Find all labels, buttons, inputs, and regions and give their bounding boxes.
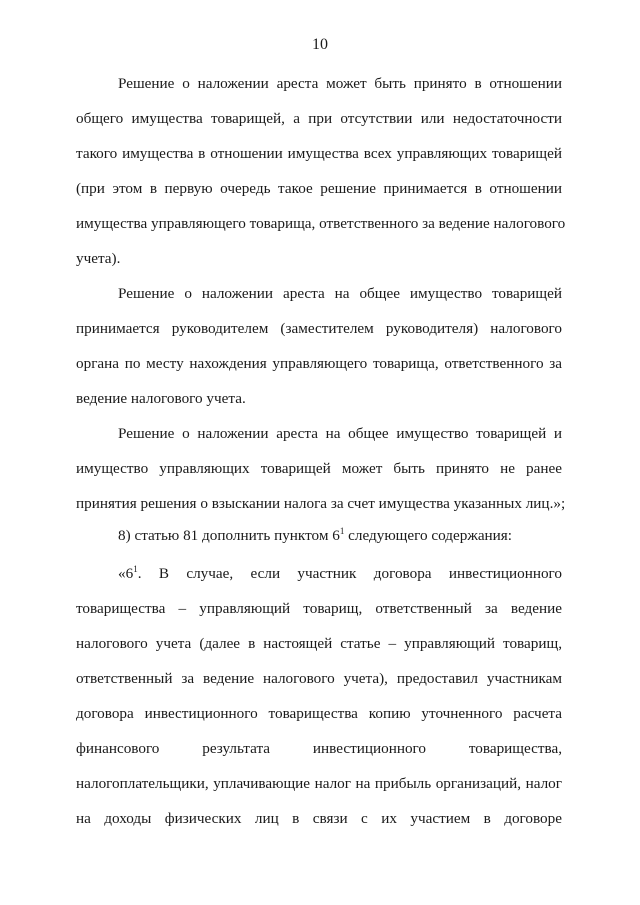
text-line: Решение о наложении ареста может быть принято в отношении bbox=[118, 75, 562, 92]
text-segment: «6 bbox=[118, 565, 134, 582]
text-line: Решение о наложении ареста на общее имущество товарищей и bbox=[118, 425, 562, 442]
text-line: финансового результата инвестиционного товарищества, bbox=[76, 740, 562, 757]
text-line: договора инвестиционного товарищества копию уточненного расчета bbox=[76, 705, 562, 722]
text-line: органа по месту нахождения управляющего товарища, ответственного за bbox=[76, 355, 562, 372]
text-line: имущества управляющего товарища, ответственного за ведение налогового bbox=[76, 215, 566, 232]
text-line: ответственный за ведение налогового учета), предоставил участникам bbox=[76, 670, 562, 687]
text-line: такого имущества в отношении имущества всех управляющих товарищей bbox=[76, 145, 562, 162]
text-segment: 8) статью 81 дополнить пунктом 6 bbox=[118, 527, 340, 544]
text-line: принимается руководителем (заместителем руководителя) налогового bbox=[76, 320, 562, 337]
text-line: общего имущества товарищей, а при отсутствии или недостаточности bbox=[76, 110, 562, 127]
text-line: на доходы физических лиц в связи с их участием в договоре bbox=[76, 810, 562, 827]
text-line: ведение налогового учета. bbox=[76, 390, 246, 407]
text-line bbox=[118, 564, 562, 584]
superscript: 1 bbox=[133, 564, 138, 574]
text-line: (при этом в первую очередь такое решение принимается в отношении bbox=[76, 180, 562, 197]
text-segment: . В случае, если участник договора инвестиционного bbox=[137, 565, 562, 582]
text-line: налогоплательщики, уплачивающие налог на прибыль организаций, налог bbox=[76, 775, 562, 792]
page-number: 10 bbox=[312, 36, 328, 53]
text-line: налогового учета (далее в настоящей статье – управляющий товарищ, bbox=[76, 635, 562, 652]
text-line: принятия решения о взыскании налога за счет имущества указанных лиц.»; bbox=[76, 495, 566, 512]
text-segment: следующего содержания: bbox=[344, 527, 513, 544]
text-line bbox=[118, 526, 562, 546]
text-line: учета). bbox=[76, 250, 121, 267]
text-line: товарищества – управляющий товарищ, ответственный за ведение bbox=[76, 600, 562, 617]
text-line: имущество управляющих товарищей может быть принято не ранее bbox=[76, 460, 562, 477]
superscript: 1 bbox=[339, 526, 345, 536]
text-line: Решение о наложении ареста на общее имущество товарищей bbox=[118, 285, 562, 302]
